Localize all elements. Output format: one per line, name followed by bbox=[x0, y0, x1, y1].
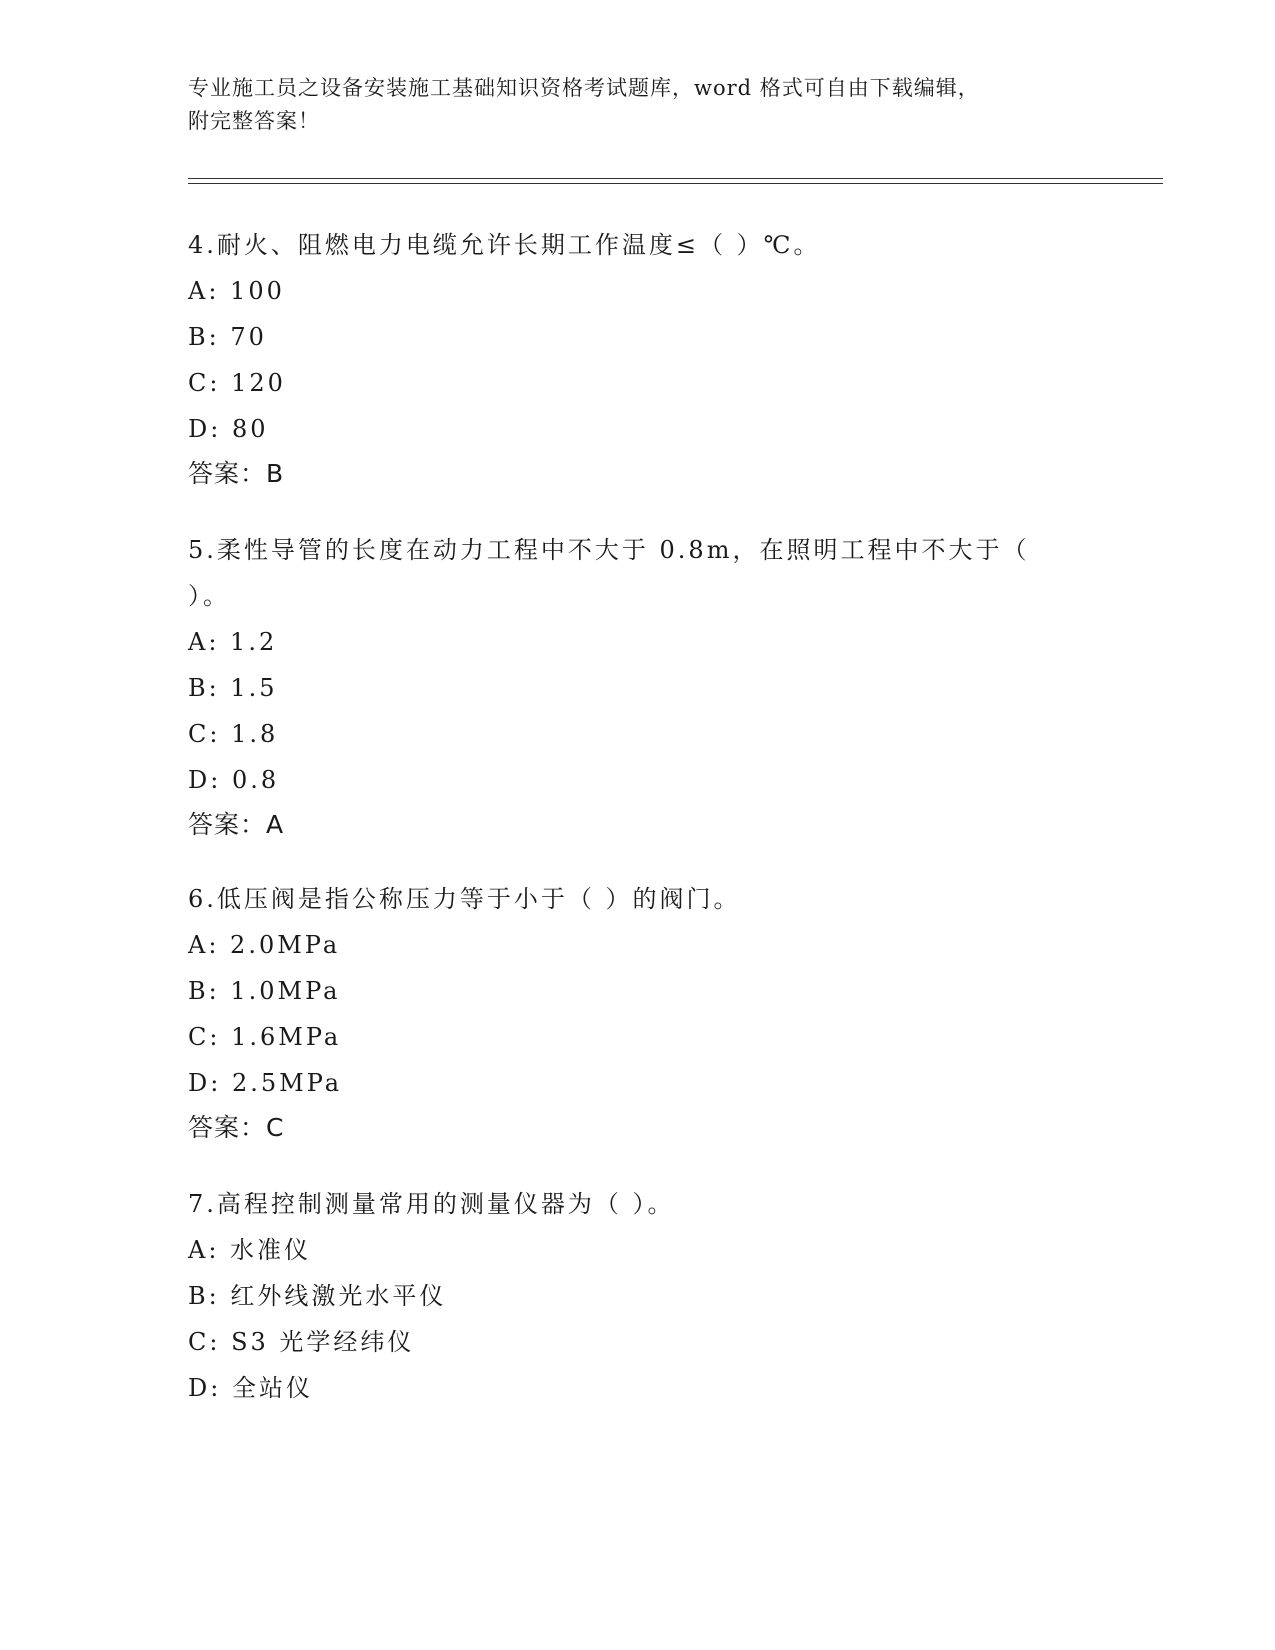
answer-line: 答案：B bbox=[188, 459, 285, 488]
option-c: C: 1.8 bbox=[188, 720, 279, 748]
answer-line: 答案：C bbox=[188, 1113, 285, 1142]
option-b: B: 1.5 bbox=[188, 674, 278, 702]
question-text: 7.高程控制测量常用的测量仪器为（ ）。 bbox=[188, 1190, 675, 1218]
option-c: C: 1.6MPa bbox=[188, 1023, 342, 1051]
question-6 bbox=[188, 876, 1088, 1150]
question-text: 6.低压阀是指公称压力等于小于（ ）的阀门。 bbox=[188, 885, 741, 913]
option-a: A: 100 bbox=[188, 277, 285, 305]
option-d: D: 全站仪 bbox=[188, 1374, 313, 1402]
question-7 bbox=[188, 1181, 1088, 1411]
option-b: B: 1.0MPa bbox=[188, 977, 341, 1005]
option-b: B: 红外线激光水平仪 bbox=[188, 1282, 447, 1310]
option-a: A: 水准仪 bbox=[188, 1236, 312, 1264]
option-d: D: 80 bbox=[188, 415, 269, 443]
question-4 bbox=[188, 222, 1088, 496]
header-line-2: 附完整答案！ bbox=[188, 109, 320, 133]
option-b: B: 70 bbox=[188, 323, 267, 351]
header-divider-top bbox=[188, 178, 1163, 179]
option-c: C: S3 光学经纬仪 bbox=[188, 1328, 415, 1356]
header-divider-bottom bbox=[188, 183, 1163, 184]
document-header bbox=[188, 72, 1068, 138]
option-a: A: 1.2 bbox=[188, 628, 278, 656]
option-d: D: 2.5MPa bbox=[188, 1069, 343, 1097]
question-text: 5.柔性导管的长度在动力工程中不大于 0.8m，在照明工程中不大于（ ）。 bbox=[188, 536, 1041, 610]
option-a: A: 2.0MPa bbox=[188, 931, 341, 959]
header-line-1: 专业施工员之设备安装施工基础知识资格考试题库，word 格式可自由下载编辑， bbox=[188, 76, 980, 100]
option-d: D: 0.8 bbox=[188, 766, 280, 794]
question-text: 4.耐火、阻燃电力电缆允许长期工作温度≤（ ）℃。 bbox=[188, 231, 821, 259]
option-c: C: 120 bbox=[188, 369, 286, 397]
question-5 bbox=[188, 527, 1048, 847]
answer-line: 答案：A bbox=[188, 810, 285, 839]
